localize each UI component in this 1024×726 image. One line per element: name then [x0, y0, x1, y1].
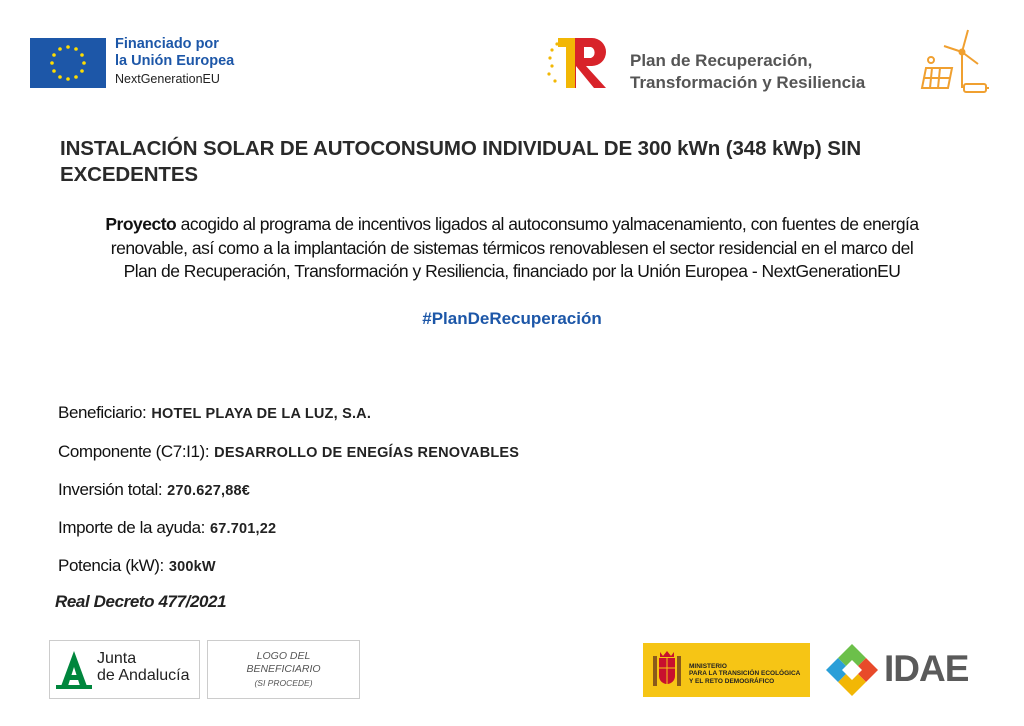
junta-line2: de Andalucía	[97, 666, 190, 684]
junta-emblem-icon	[54, 649, 94, 691]
eu-flag-logo	[30, 38, 106, 88]
ministerio-logo	[643, 643, 810, 697]
prtr-line1: Plan de Recuperación,	[630, 51, 813, 70]
field-componente	[58, 442, 519, 462]
idae-emblem-icon	[824, 642, 880, 698]
field-inversion-value: 270.627,88€	[167, 483, 251, 499]
prtr-logo	[546, 36, 612, 92]
eu-line2: la Unión Europea	[115, 52, 235, 69]
field-potencia-label: Potencia (kW):	[58, 556, 164, 575]
decree-text: Real Decreto 477/2021	[55, 592, 227, 611]
project-title: INSTALACIÓN SOLAR DE AUTOCONSUMO INDIVIDUAL DE 300 kWn (348 kWp) SIN EXCEDENTES	[60, 137, 862, 187]
field-importe-label: Importe de la ayuda:	[58, 518, 205, 537]
project-description	[52, 213, 972, 284]
description-line2: renovable, así como a la implantación de sistemas térmicos renovablesen el sector residencial en el marco del	[110, 237, 914, 258]
field-importe-value: 67.701,22	[209, 521, 277, 537]
min-line1: MINISTERIO	[689, 663, 727, 670]
min-line3: Y EL RETO DEMOGRÁFICO	[689, 677, 775, 685]
hashtag: #PlanDeRecuperación	[422, 309, 602, 328]
benef-line3: (SI PROCEDE)	[254, 678, 313, 689]
prtr-line2: Transformación y Resiliencia	[630, 73, 866, 93]
field-potencia	[58, 556, 216, 576]
junta-text	[97, 651, 190, 685]
field-beneficiario-value: HOTEL PLAYA DE LA LUZ, S.A.	[151, 406, 372, 422]
field-importe	[58, 518, 276, 538]
min-line2: PARA LA TRANSICIÓN ECOLÓGICA	[689, 670, 801, 678]
idae-text: IDAE	[884, 648, 969, 689]
field-potencia-value: 300kW	[168, 559, 216, 575]
benef-line1: LOGO DEL	[256, 650, 311, 662]
eu-funding-text	[115, 36, 234, 87]
field-beneficiario	[58, 403, 371, 423]
benef-line2: BENEFICIARIO	[246, 663, 321, 676]
beneficiary-logo-placeholder	[207, 640, 360, 699]
spain-coat-of-arms-icon	[649, 648, 685, 692]
junta-line1: Junta	[97, 650, 137, 667]
junta-andalucia-logo	[49, 640, 200, 699]
eu-line3: NextGenerationEU	[115, 72, 220, 87]
field-componente-value: DESARROLLO DE ENEGÍAS RENOVABLES	[214, 445, 520, 461]
field-inversion-label: Inversión total:	[58, 480, 163, 499]
solar-wind-icon	[918, 28, 990, 96]
description-line1: acogido al programa de incentivos ligados al autoconsumo yalmacenamiento, con fuentes de energía	[176, 214, 919, 234]
prtr-text	[630, 50, 865, 94]
field-beneficiario-label: Beneficiario:	[58, 403, 147, 422]
eu-line1: Financiado por	[115, 36, 219, 52]
description-lead: Proyecto	[105, 214, 177, 234]
ministerio-text	[689, 663, 800, 685]
field-componente-label: Componente (C7:I1):	[58, 442, 210, 461]
description-line3: Plan de Recuperación, Transformación y Resiliencia, financiado por la Unión Europea - NextGenerationEU	[123, 261, 901, 282]
field-inversion	[58, 480, 250, 500]
